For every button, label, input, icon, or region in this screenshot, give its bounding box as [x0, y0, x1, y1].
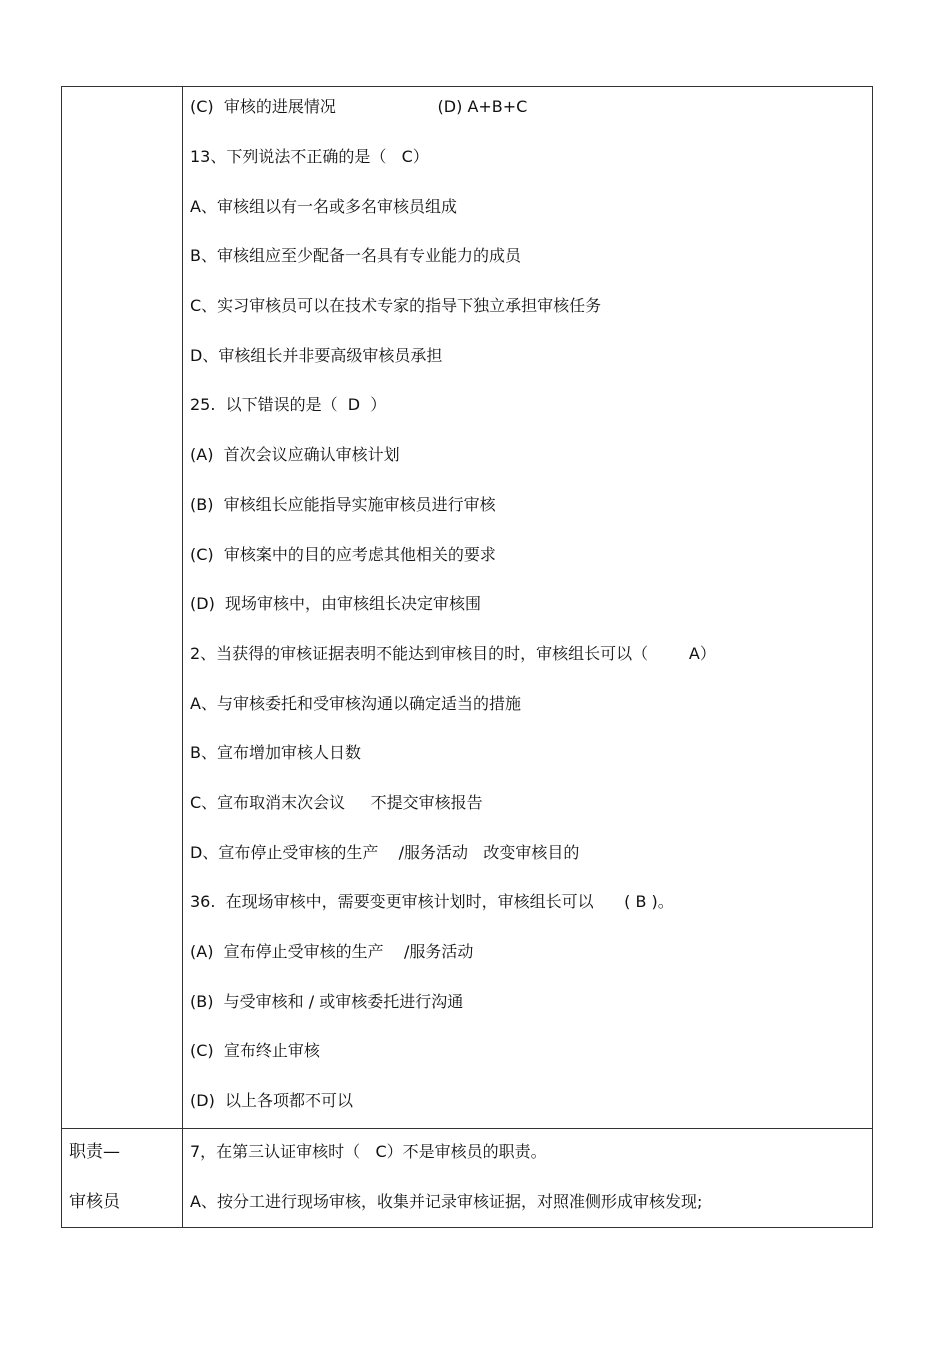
option-line: B、宣布增加审核人日数: [190, 743, 361, 763]
option-line: (D) 以上各项都不可以: [190, 1091, 353, 1111]
text-line: (C) 审核的进展情况 (D) A+B+C: [190, 97, 528, 116]
option-line: (A) 首次会议应确认审核计划: [190, 445, 400, 465]
option-line: C、宣布取消末次会议 不提交审核报告: [190, 792, 483, 812]
category-label: 职责—: [69, 1141, 120, 1162]
option-line: (A) 宣布停止受审核的生产 /服务活动: [190, 942, 474, 961]
document-table: [61, 86, 873, 1228]
option-line: A、按分工进行现场审核，收集并记录审核证据，对照准侧形成审核发现;: [190, 1191, 703, 1211]
option-line: A、审核组以有一名或多名审核员组成: [190, 196, 457, 216]
option-line: (C) 宣布终止审核: [190, 1041, 320, 1061]
question-36-stem: 36. 在现场审核中，需要变更审核计划时，审核组长可以 ( B )。: [190, 892, 674, 912]
option-line: (D) 现场审核中，由审核组长决定审核围: [190, 594, 481, 614]
question-7-stem: 7，在第三认证审核时（ C）不是审核员的职责。: [190, 1141, 547, 1161]
question-2-stem: 2、当获得的审核证据表明不能达到审核目的时，审核组长可以（ A）: [190, 643, 716, 663]
option-line: (B) 审核组长应能指导实施审核员进行审核: [190, 494, 496, 514]
table-row-section-2: [62, 1128, 873, 1227]
option-line: (B) 与受审核和 / 或审核委托进行沟通: [190, 991, 464, 1011]
category-label: 审核员: [69, 1191, 120, 1212]
option-line: A、与审核委托和受审核沟通以确定适当的措施: [190, 693, 521, 713]
category-cell-empty: [62, 87, 183, 1129]
question-cell-1: [183, 87, 873, 1129]
category-cell: [62, 1128, 183, 1227]
option-line: (C) 审核案中的目的应考虑其他相关的要求: [190, 544, 496, 564]
option-line: D、宣布停止受审核的生产 /服务活动 改变审核目的: [190, 842, 580, 862]
question-25-stem: 25. 以下错误的是（ D ）: [190, 395, 387, 415]
option-line: B、审核组应至少配备一名具有专业能力的成员: [190, 246, 521, 266]
question-cell-2: [183, 1128, 873, 1227]
question-13-stem: 13、下列说法不正确的是（ C）: [190, 147, 429, 166]
option-line: C、实习审核员可以在技术专家的指导下独立承担审核任务: [190, 296, 602, 316]
option-line: D、审核组长并非要高级审核员承担: [190, 345, 443, 365]
table-row-section-1: [62, 87, 873, 1129]
